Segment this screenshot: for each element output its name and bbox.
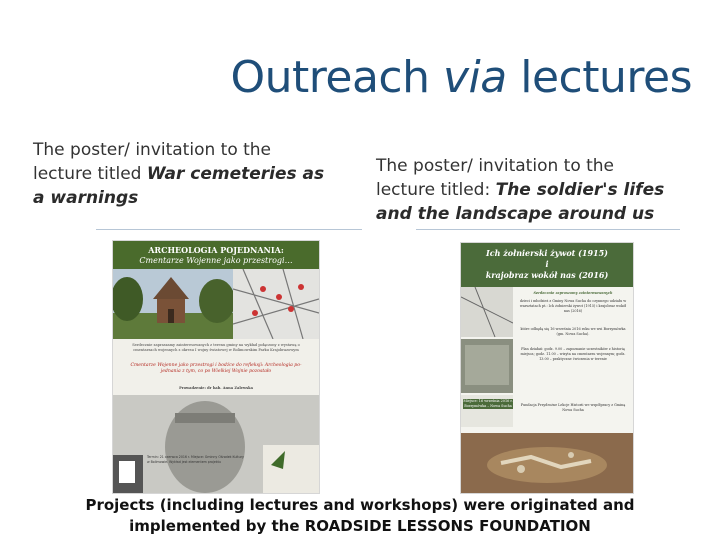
left-caption-plain: The poster/ invitation to the lecture titled [33, 140, 272, 184]
poster2-date-text: które odbędą się 16 września 2016 roku we wsi Borzymówka (gm. Nowa Sucha). [520, 327, 626, 336]
poster1-header [113, 241, 319, 269]
poster2-invite-text: dzieci i młodzież z Gminy Nowa Sucha do czynnego udziału w warsztatach pt.: Ich żołnierski żywot (1915) i krajobraz wokół nas (2016) [519, 299, 627, 313]
footer-line-1: Projects (including lectures and workshops) were originated and [85, 496, 635, 514]
right-caption [376, 154, 676, 226]
poster2-side-text: Miejsce: 16 września 2016 r. Borzymówka – Nowa Sucha [463, 399, 513, 408]
poster2-heading-2: i [545, 259, 549, 269]
poster2-heading-1: Ich żołnierski żywot (1915) [486, 248, 608, 258]
poster2-foot-text: Fundacja Przydrożne Lekcje Historii we współpracy z Gminą Nowa Sucha [520, 403, 626, 412]
left-caption-title: War cemeteries as a warnings [33, 164, 325, 208]
poster1-map [233, 269, 319, 339]
poster1-footer-text: Termin: 21 czerwca 2016 r. Miejsce: Gminny Ośrodek Kultury w Bolimowie. Wykład jest elementem projektu [147, 455, 244, 464]
poster-soldiers-lifes [460, 242, 634, 494]
left-caption [33, 138, 333, 210]
poster2-heading-3: krajobraz wokół nas (2016) [485, 270, 609, 280]
poster1-church-photo [113, 269, 233, 339]
right-divider [416, 229, 680, 230]
poster-war-cemeteries [112, 240, 320, 494]
poster1-highlight: Cmentarze Wojenne jako przestrogi i bodźce do refleksji: Archeologia po-jednania z tym, co po Wielkiej Wojnie pozostało [130, 363, 302, 374]
slide-title [231, 52, 693, 103]
left-divider [96, 229, 362, 230]
right-caption-title: The soldier's lifes and the landscape around us [376, 180, 665, 224]
poster2-excavation-photo [461, 433, 633, 493]
right-caption-plain: The poster/ invitation to the lecture titled: [376, 156, 615, 200]
poster1-heading-1: ARCHEOLOGIA POJEDNANIA: [148, 245, 284, 255]
poster2-invite-heading: Serdecznie zapraszamy zainteresowanych [533, 291, 613, 295]
footer-note [0, 495, 720, 537]
poster2-schedule-text: Plan działań: godz. 9.00 – zapoznanie uczestników z historią miejsca; godz. 11.00 – wizyta na cmentarzu wojennym; godz. 13.00 – praktyczne ćwiczenia w terenie [520, 347, 626, 361]
footer-line-2: implemented by the ROADSIDE LESSONS FOUNDATION [129, 517, 591, 535]
poster1-body-text: Serdecznie zapraszamy zainteresowanych z terenu gminy na wykład połączony z wystawą o cmentarzach wojennych z okresu I wojny światowej w Bolimowskim Parku Krajobrazowym [132, 343, 300, 352]
poster1-speaker: Prowadzenie: dr hab. Anna Zalewska [179, 386, 253, 390]
title-pre: Outreach [230, 52, 430, 103]
title-italic: via [443, 52, 507, 103]
poster1-heading-2: Cmentarze Wojenne jako przestrogi… [139, 256, 293, 265]
poster1-soldier-photo [113, 395, 319, 493]
title-post: lectures [520, 52, 692, 103]
poster2-header [461, 243, 633, 287]
